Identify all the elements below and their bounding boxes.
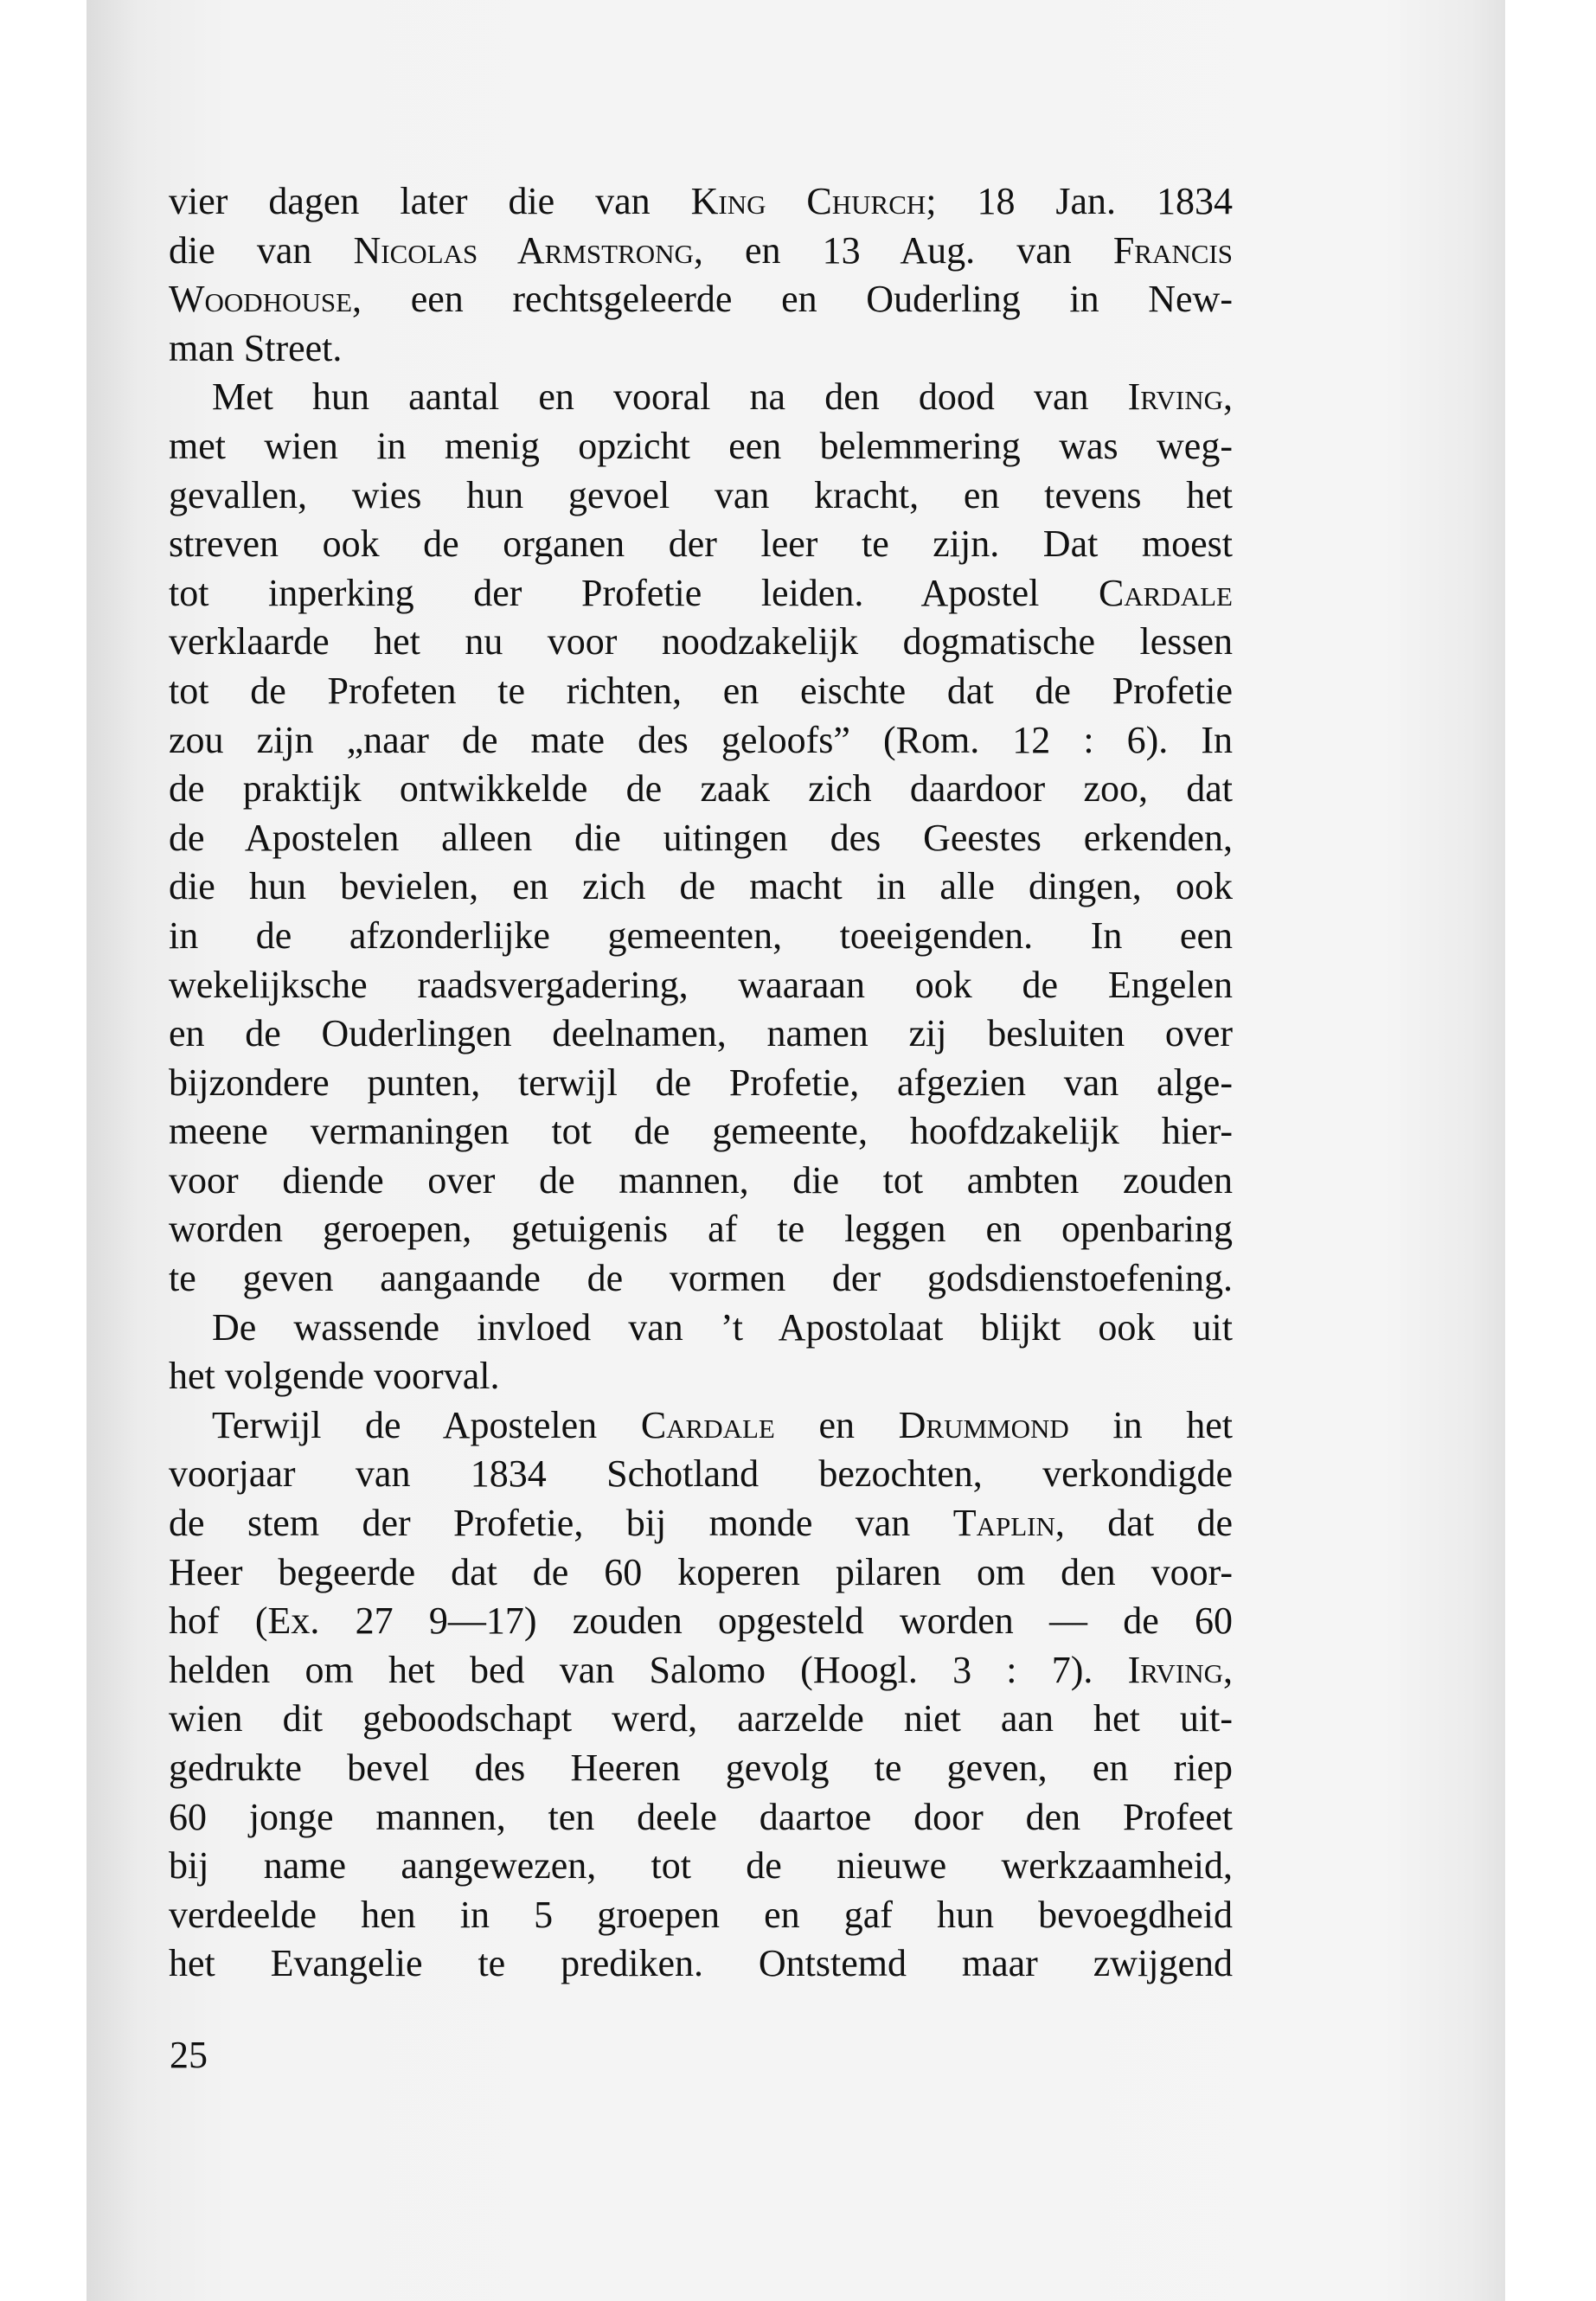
text-segment: verklaarde het nu voor noodzakelijk dogmatische lessen [169,620,1233,663]
small-caps-name: Irving [1127,1648,1223,1691]
text-segment: worden geroepen, getuigenis af te leggen en openbaring [169,1208,1233,1251]
text-segment: helden om het bed van Salomo (Hoogl. 3 : 7). [169,1648,1128,1691]
text-line [169,814,1233,863]
text-segment: , dat de [1054,1502,1233,1545]
small-caps-name: King Church [690,180,926,222]
text-line [169,1891,1233,1940]
text-segment: te geven aangaande de vormen der godsdienstoefening. [169,1257,1233,1300]
text-segment: , een rechtsgeleerde en Ouderling in New- [352,278,1233,321]
small-caps-name: Cardale [1098,571,1233,614]
text-segment: bijzondere punten, terwijl de Profetie, afgezien van alge- [169,1061,1233,1104]
small-caps-name: Cardale [640,1403,775,1446]
text-segment: wekelijksche raadsvergadering, waaraan ook de Engelen [169,963,1233,1006]
text-segment: , [1223,375,1233,419]
small-caps-name: Taplin [952,1502,1055,1545]
text-segment: bij name aangewezen, tot de nieuwe werkzaamheid, [169,1844,1233,1888]
small-caps-name: Woodhouse [169,278,353,321]
text-line [169,1499,1233,1548]
text-segment: streven ook de organen der leer te zijn. Dat moest [169,522,1233,566]
text-line [169,862,1233,912]
text-segment: verdeelde hen in 5 groepen en gaf hun bevoegdheid [169,1893,1233,1936]
text-line [169,569,1233,619]
text-line [169,1939,1233,1989]
text-line [169,618,1233,667]
text-segment: man Street. [169,326,343,369]
text-line [169,1352,1233,1401]
text-segment: ; 18 Jan. 1834 [926,180,1233,222]
text-line [169,1646,1233,1695]
text-segment: Terwijl de Apostelen [212,1403,641,1446]
small-caps-name: Irving [1127,375,1223,419]
text-segment: meene vermaningen tot de gemeente, hoofdzakelijk hier- [169,1110,1233,1153]
text-line [169,667,1233,716]
text-line [169,324,1233,374]
text-segment: en de Ouderlingen deelnamen, namen zij besluiten over [169,1012,1233,1055]
text-line [169,912,1233,961]
text-line [169,520,1233,569]
text-segment: , en 13 Aug. van [693,228,1113,272]
small-caps-name: Nicolas Armstrong [353,228,694,272]
text-segment: die hun bevielen, en zich de macht in alle dingen, ook [169,865,1233,908]
text-line [169,1793,1233,1843]
text-line [169,1009,1233,1059]
body-text [169,177,1233,1989]
text-segment: de stem der Profetie, bij monde van [169,1502,953,1545]
text-line [169,1254,1233,1304]
text-line [169,1695,1233,1744]
text-line [169,765,1233,814]
text-segment: en [774,1403,899,1446]
text-segment: De wassende invloed van ’t Apostolaat blijkt ook uit [212,1305,1233,1349]
text-segment: gedrukte bevel des Heeren gevolg te geven, en riep [169,1747,1233,1789]
text-segment: het volgende voorval. [169,1355,500,1398]
text-line [169,373,1233,422]
text-segment: Heer begeerde dat de 60 koperen pilaren om den voor- [169,1550,1233,1593]
text-segment: het Evangelie te prediken. Ontstemd maar zwijgend [169,1942,1233,1985]
text-segment: voorjaar van 1834 Schotland bezochten, verkondigde [169,1452,1233,1496]
text-line [169,1597,1233,1646]
text-segment: de praktijk ontwikkelde de zaak zich daardoor zoo, dat [169,767,1233,811]
text-segment: met wien in menig opzicht een belemmering was weg- [169,424,1233,467]
text-line [169,1304,1233,1353]
text-segment: voor diende over de mannen, die tot ambten zouden [169,1158,1233,1202]
text-line [169,1842,1233,1891]
text-segment: die van [169,228,354,272]
text-segment: tot inperking der Profetie leiden. Apostel [169,571,1099,614]
text-line [169,227,1233,276]
text-line [169,177,1233,227]
text-segment: hof (Ex. 27 9—17) zouden opgesteld worden — de 60 [169,1599,1233,1643]
text-segment: de Apostelen alleen die uitingen des Geestes erkenden, [169,816,1233,859]
text-line [169,1157,1233,1206]
text-line [169,961,1233,1010]
page-number: 25 [170,2034,208,2076]
text-line [169,275,1233,324]
text-segment: gevallen, wies hun gevoel van kracht, en tevens het [169,473,1233,516]
text-segment: Met hun aantal en vooral na den dood van [212,375,1128,419]
text-line [169,1205,1233,1254]
text-line [169,1107,1233,1157]
small-caps-name: Francis [1112,228,1233,272]
text-segment: wien dit geboodschapt werd, aarzelde niet aan het uit- [169,1697,1233,1740]
text-line [169,716,1233,766]
text-line [169,1401,1233,1451]
text-segment: tot de Profeten te richten, en eischte dat de Profetie [169,669,1233,712]
text-line [169,1059,1233,1108]
text-segment: vier dagen later die van [169,180,691,222]
text-line [169,1548,1233,1598]
text-line [169,1450,1233,1499]
text-line [169,422,1233,471]
text-segment: , [1223,1648,1233,1691]
text-segment: zou zijn „naar de mate des geloofs” (Rom. 12 : 6). In [169,718,1233,761]
text-segment: in het [1068,1403,1233,1446]
small-caps-name: Drummond [898,1403,1069,1446]
text-line [169,471,1233,521]
text-line [169,1744,1233,1793]
text-segment: in de afzonderlijke gemeenten, toeeigenden. In een [169,913,1233,957]
text-segment: 60 jonge mannen, ten deele daartoe door den Profeet [169,1795,1233,1838]
